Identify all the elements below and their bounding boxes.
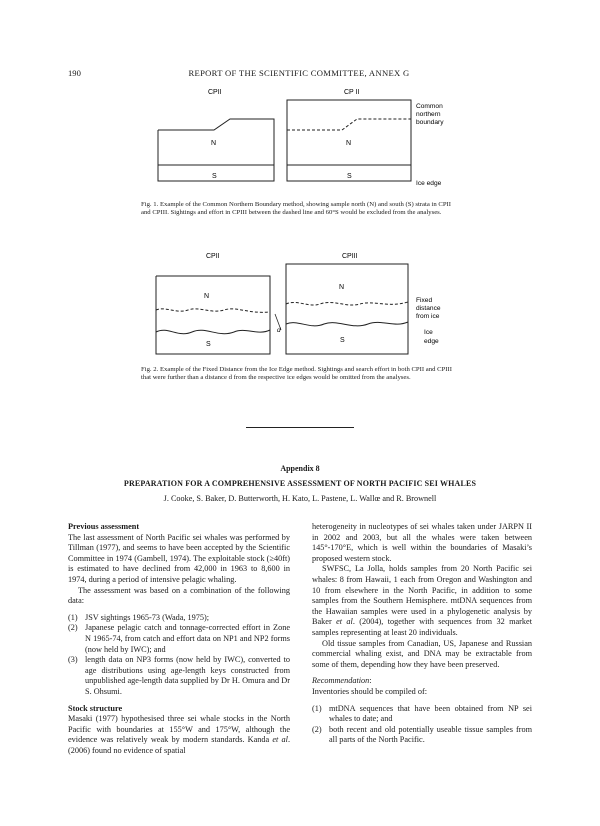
appendix-label: Appendix 8 (280, 464, 320, 473)
heading-stock-structure: Stock structure (68, 703, 123, 713)
fig2-ice-label-1: Ice (424, 329, 433, 336)
fig2-left-region (156, 276, 270, 354)
paragraph-heterogeneity: heterogeneity in nucleotypes of sei whales taken under JARPN II in 2002 and 2003, but all the whales were taken between 145°-170°E, which is well within the boundaries of Masaki’s proposed western stock. (312, 522, 532, 563)
fig2-fixed-label-2: distance (416, 305, 441, 312)
figure-2-caption: Fig. 2. Example of the Fixed Distance from the Ice Edge method. Sightings and search effort in both CPII and CPIII that were further than a distance d from the respective ice edges would be omitted from the analyses. (141, 366, 452, 382)
fig2-left-north: N (204, 293, 210, 300)
paragraph-assessment-basis: The assessment was based on a combination of the following data: (68, 585, 290, 606)
list-item: (3) length data on NP3 forms (now held by IWC), converted to age distributions using age-length keys constructed from unpublished age-length data supplied by Dr H. Omura and Dr S. Ohsumi. (68, 655, 290, 696)
paragraph-old-tissue: Old tissue samples from Canadian, US, Japanese and Russian commercial whaling exist, and DNA may be extractable from some of them, depending how they have been preserved. (312, 638, 532, 669)
paragraph-stock-structure: Masaki (1977) hypothesised three sei whale stocks in the North Pacific with boundaries at 155°W and 175°W, although the evidence was relatively weak by modern standards. Kanda et al. (2006) found no evidence of spatial (68, 714, 291, 755)
appendix-title: PREPARATION FOR A COMPREHENSIVE ASSESSMENT OF NORTH PACIFIC SEI WHALES (123, 479, 477, 488)
fig1-right-north: N (346, 140, 352, 147)
fig2-left-label: CPII (206, 253, 220, 260)
fig2-left-south: S (206, 341, 211, 348)
fig2-right-fixed-distance-dashed (286, 302, 408, 305)
fig1-left-label: CPII (208, 89, 222, 96)
fig1-right-label: CP II (344, 89, 360, 96)
fig2-ice-label-2: edge (424, 338, 439, 345)
figure-2 (148, 250, 448, 360)
fig2-right-region (286, 264, 408, 354)
heading-previous-assessment: Previous assessment (68, 522, 140, 531)
running-title: REPORT OF THE SCIENTIFIC COMMITTEE, ANNEX G (188, 68, 410, 78)
paragraph-swfsc-samples: SWFSC, La Jolla, holds samples from 20 North Pacific sei whales: 8 from Hawaii, 1 each from Oregon and Washington and 10 from elsewhere in the North Pacific, in addition to some samples from the Southern Hemisphere. mtDNA sequences from the Hawaiian samples were used in a phylogenetic analysis by Baker et al. (2004), together with sequences from 32 market samples representing at least 20 individuals. (312, 564, 533, 637)
list-item: (1) JSV sightings 1965-73 (Wada, 1975); (68, 612, 210, 622)
fig1-right-south: S (347, 173, 352, 180)
fig1-left-region (158, 119, 274, 181)
fig2-fixed-label-1: Fixed (416, 297, 433, 304)
fig2-right-ice-edge (286, 322, 408, 326)
page-number: 190 (68, 68, 81, 78)
fig1-left-south: S (212, 173, 217, 180)
fig2-right-north: N (339, 284, 345, 291)
figure-1-diagram (150, 86, 450, 190)
fig2-left-fixed-distance-dashed (156, 309, 270, 312)
paragraph-previous-assessment: The last assessment of North Pacific sei whales was performed by Tillman (1977), and seems to have been accepted by the Scientific Committee in 1974 (Gambell, 1974). The exploitable stock (≥40ft) is estimated to have declined from 42,000 in 1963 to 8,600 in 1974, during a period of intensive pelagic whaling. (68, 532, 290, 584)
fig1-boundary-label-2: northern (416, 111, 441, 118)
heading-recommendation: Recommendation: (312, 676, 372, 686)
fig2-left-ice-edge (156, 330, 270, 334)
fig2-right-label: CPIII (342, 253, 358, 260)
list-item: (2) both recent and old potentially useable tissue samples from all parts of the North Pacific. (312, 724, 532, 745)
fig1-common-boundary-dashed (287, 119, 411, 130)
section-rule (246, 427, 354, 428)
fig2-d-label: d (277, 327, 281, 334)
data-source-list (68, 613, 290, 698)
fig1-boundary-label-3: boundary (416, 119, 444, 126)
figure-2-diagram (148, 250, 448, 360)
appendix-authors: J. Cooke, S. Baker, D. Butterworth, H. Kato, L. Pastene, L. Wallœ and R. Brownell (163, 494, 437, 503)
right-column (312, 522, 532, 746)
fig1-ice-label: Ice edge (416, 180, 442, 187)
list-item: (1) mtDNA sequences that have been obtained from NP sei whales to date; and (312, 703, 532, 724)
fig2-right-south: S (340, 337, 345, 344)
fig1-left-north: N (211, 140, 217, 147)
left-column (68, 522, 290, 756)
paragraph-inventories: Inventories should be compiled of: (312, 686, 428, 696)
recommendation-list (312, 704, 532, 746)
fig2-fixed-label-3: from ice (416, 313, 440, 320)
figure-1-caption: Fig. 1. Example of the Common Northern Boundary method, showing sample north (N) and south (S) strata in CPII and CPIII. Sightings and effort in CPIII between the dashed line and 60°S would be excluded from the analyses. (141, 201, 451, 217)
figure-1 (150, 86, 450, 190)
list-item: (2) Japanese pelagic catch and tonnage-corrected effort in Zone N 1965-74, from catch and effort data on NP1 and NP2 forms (now held by IWC); and (68, 623, 290, 654)
fig1-boundary-label-1: Common (416, 103, 443, 110)
